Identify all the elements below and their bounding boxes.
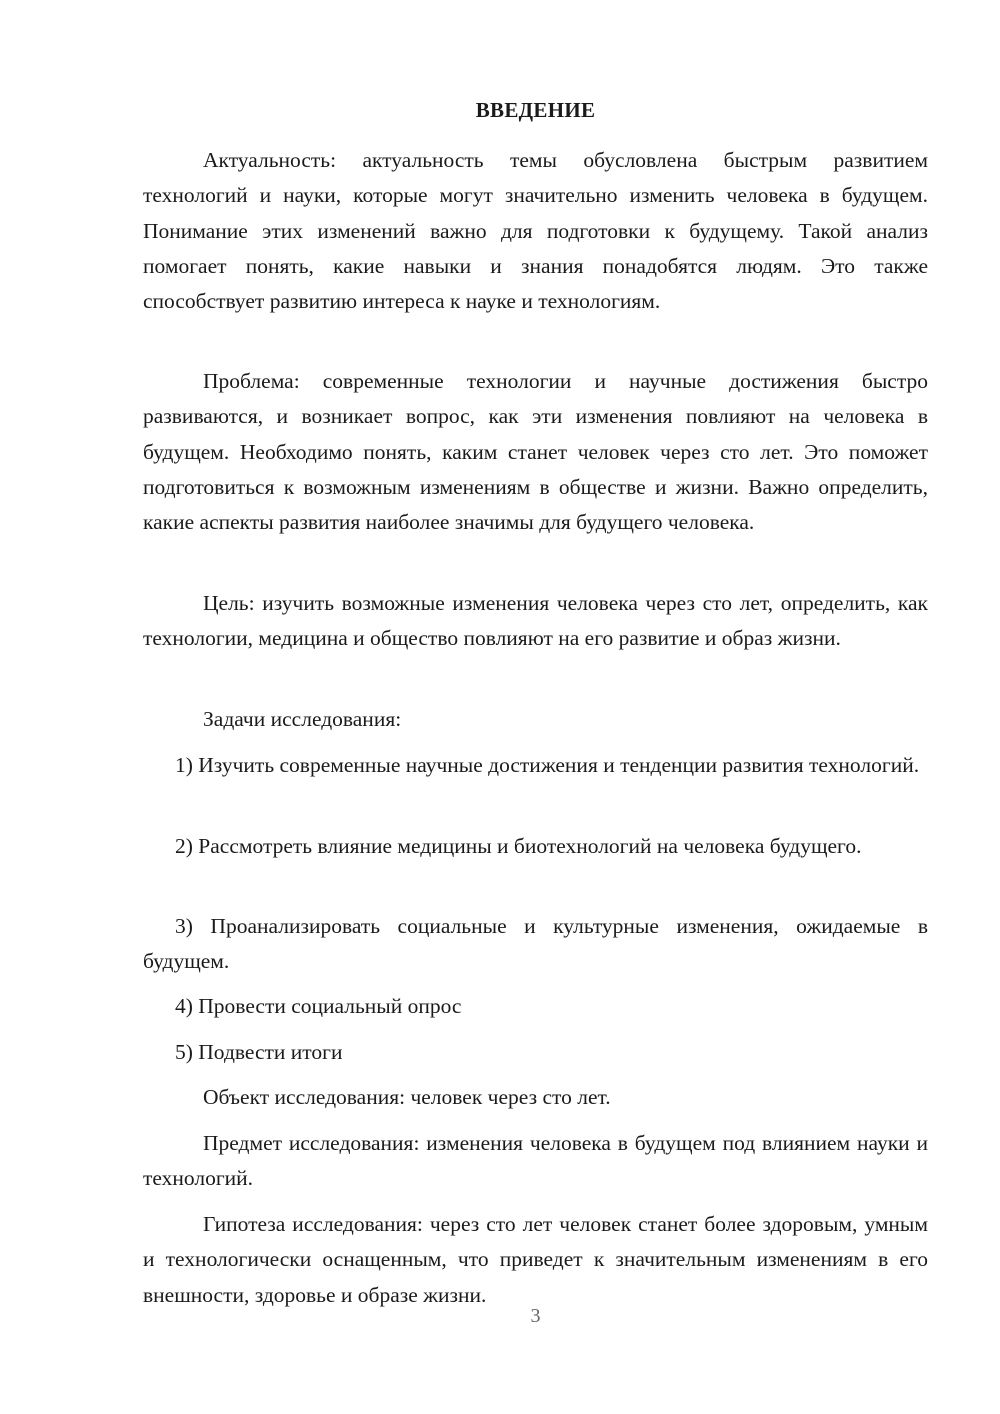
paragraph-hypothesis: Гипотеза исследования: через сто лет человек станет более здоровым, умным и технологически оснащенным, что приведет к значительным изменениям в его внешности, здоровье и образе жизни. [143,1212,928,1307]
task-item-3: 3) Проанализировать социальные и культурные изменения, ожидаемые в будущем. [143,914,928,974]
paragraph-relevance: Актуальность: актуальность темы обусловлена быстрым развитием технологий и науки, которые могут значительно изменить человека в будущем. Понимание этих изменений важно для подготовки к будущему. Такой анализ помогает понять, какие навыки и знания понадобятся людям. Это также способствует развитию интереса к науке и технологиям. [143,148,928,314]
paragraph-object: Объект исследования: человек через сто лет. [203,1085,611,1109]
paragraph-problem: Проблема: современные технологии и научные достижения быстро развиваются, и возникает вопрос, как эти изменения повлияют на человека в будущем. Необходимо понять, каким станет человек через сто лет. Это поможет подготовиться к возможным изменениям в обществе и жизни. Важно определить, какие аспекты развития наиболее значимы для будущего человека. [143,369,928,535]
section-title: ВВЕДЕНИЕ [475,98,596,122]
tasks-heading: Задачи исследования: [203,707,402,731]
page-number: 3 [530,1305,541,1327]
task-item-4: 4) Провести социальный опрос [175,994,462,1018]
task-item-5: 5) Подвести итоги [175,1040,343,1064]
task-item-2: 2) Рассмотреть влияние медицины и биотехнологий на человека будущего. [175,834,862,858]
paragraph-subject: Предмет исследования: изменения человека в будущем под влиянием науки и технологий. [143,1131,928,1191]
paragraph-goal: Цель: изучить возможные изменения человека через сто лет, определить, как технологии, медицина и общество повлияют на его развитие и образ жизни. [143,591,928,651]
task-item-1: 1) Изучить современные научные достижения и тенденции развития технологий. [175,753,920,777]
